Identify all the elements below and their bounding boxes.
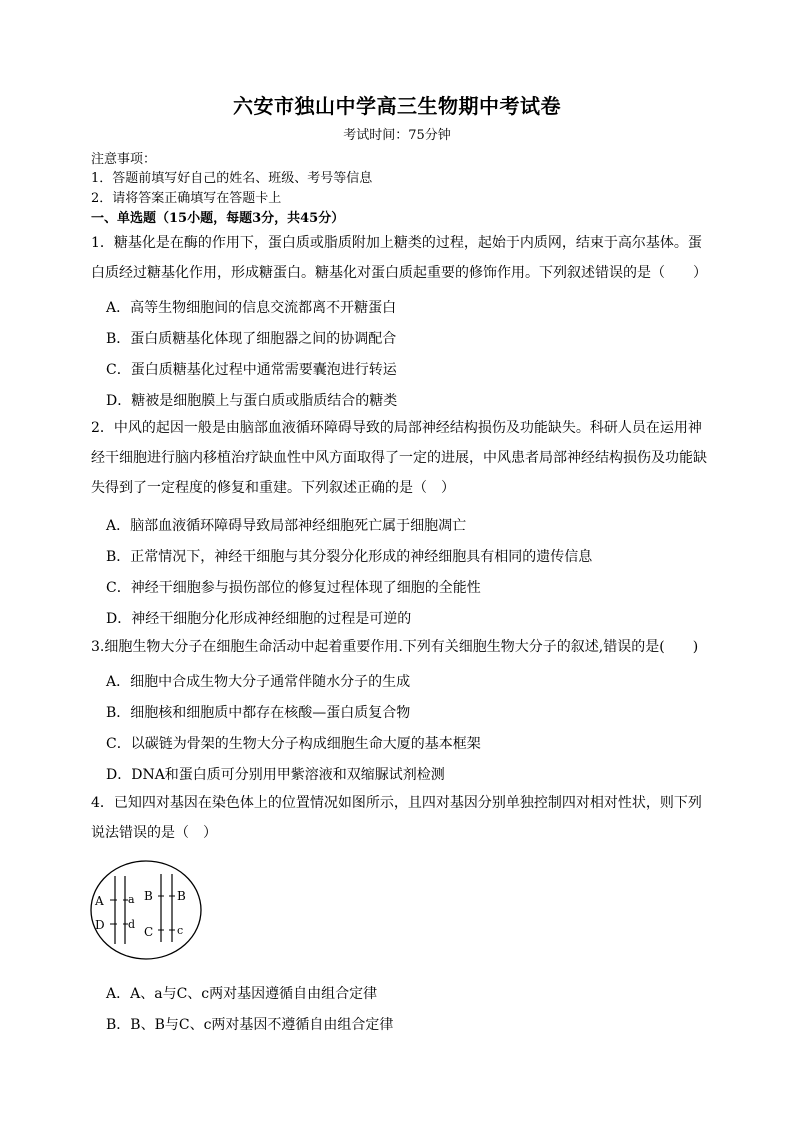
question-text-line: 2．中风的起因一般是由脑部血液循环障碍导致的局部神经结构损伤及功能缺失。科研人员在运用神	[91, 420, 702, 436]
chromosome-figure	[88, 858, 208, 962]
question-text-line: 3.细胞生物大分子在细胞生命活动中起着重要作用.下列有关细胞生物大分子的叙述,错误的是( )	[91, 639, 699, 655]
option-d: D．DNA和蛋白质可分别用甲紫溶液和双缩脲试剂检测	[106, 767, 445, 783]
option-a: A．A、a与C、c两对基因遵循自由组合定律	[106, 986, 378, 1002]
option-b: B．蛋白质糖基化体现了细胞器之间的协调配合	[106, 331, 397, 347]
option-c: C．蛋白质糖基化过程中通常需要囊泡进行转运	[106, 362, 397, 378]
option-c: C．以碳链为骨架的生物大分子构成细胞生命大厦的基本框架	[106, 736, 481, 752]
gene-label: A	[95, 894, 104, 908]
option-b: B．细胞核和细胞质中都存在核酸—蛋白质复合物	[106, 705, 411, 721]
gene-label: a	[128, 893, 135, 906]
question-4	[91, 788, 711, 848]
question-1	[91, 228, 711, 288]
cell-outline	[91, 861, 201, 959]
gene-label: B	[144, 889, 153, 903]
question-2	[91, 413, 711, 503]
option-d: D．神经干细胞分化形成神经细胞的过程是可逆的	[106, 611, 412, 627]
option-a: A．高等生物细胞间的信息交流都离不开糖蛋白	[106, 300, 397, 316]
gene-label: d	[128, 918, 136, 931]
notes-heading: 注意事项：	[91, 152, 157, 167]
gene-label: D	[95, 918, 105, 932]
question-text-line: 说法错误的是（ ）	[91, 825, 217, 841]
gene-label: C	[144, 925, 154, 939]
option-a: A．细胞中合成生物大分子通常伴随水分子的生成	[106, 674, 411, 690]
gene-label: c	[177, 924, 184, 937]
section-heading: 一、单选题（15小题，每题3分，共45分）	[91, 211, 345, 226]
question-text-line: 4．已知四对基因在染色体上的位置情况如图所示，且四对基因分别单独控制四对相对性状，则下列	[91, 795, 702, 811]
question-text-line: 失得到了一定程度的修复和重建。下列叙述正确的是（ ）	[91, 480, 455, 496]
page-title: 六安市独山中学高三生物期中考试卷	[233, 94, 561, 118]
question-text-line: 1．糖基化是在酶的作用下，蛋白质或脂质附加上糖类的过程，起始于内质网，结束于高尔基体。蛋	[91, 235, 702, 251]
note-item: 1．答题前填写好自己的姓名、班级、考号等信息	[91, 171, 373, 186]
option-c: C．神经干细胞参与损伤部位的修复过程体现了细胞的全能性	[106, 580, 481, 596]
question-3	[91, 632, 711, 662]
question-text-line: 白质经过糖基化作用，形成糖蛋白。糖基化对蛋白质起重要的修饰作用。下列叙述错误的是（ ）	[91, 265, 707, 281]
exam-time: 考试时间：75分钟	[343, 128, 451, 143]
option-d: D．糖被是细胞膜上与蛋白质或脂质结合的糖类	[106, 393, 398, 409]
option-b: B．正常情况下，神经干细胞与其分裂分化形成的神经细胞具有相同的遗传信息	[106, 549, 593, 565]
gene-label: B	[177, 889, 186, 903]
option-a: A．脑部血液循环障碍导致局部神经细胞死亡属于细胞凋亡	[106, 518, 467, 534]
note-item: 2．请将答案正确填写在答题卡上	[91, 191, 282, 206]
option-b: B．B、B与C、c两对基因不遵循自由组合定律	[106, 1017, 394, 1033]
question-text-line: 经干细胞进行脑内移植治疗缺血性中风方面取得了一定的进展，中风患者局部神经结构损伤及功能缺	[91, 450, 707, 466]
